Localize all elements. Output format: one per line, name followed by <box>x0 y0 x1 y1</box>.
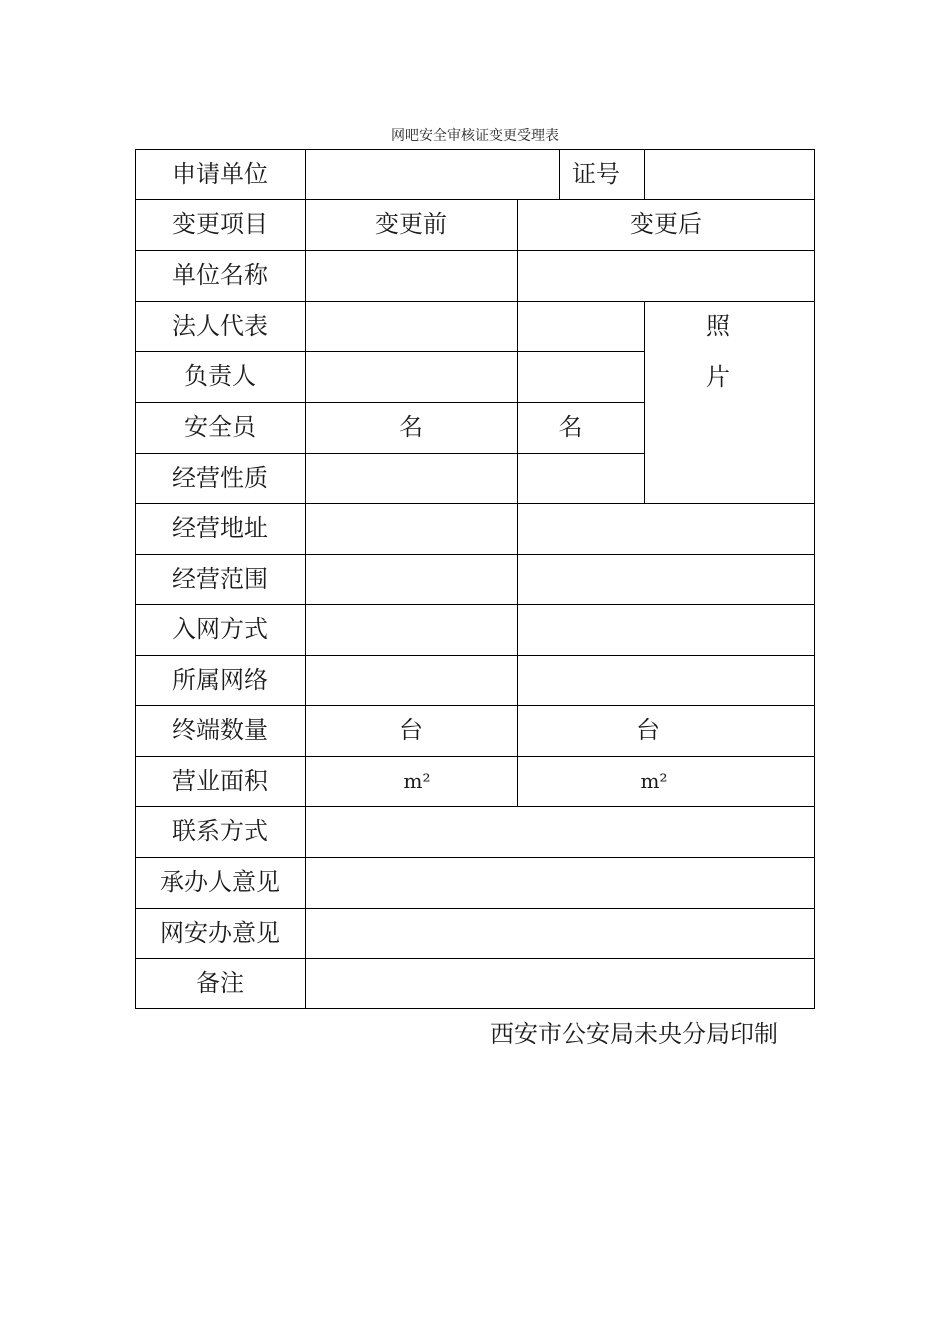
change-item-header: 变更项目 <box>172 210 268 238</box>
remarks-label: 备注 <box>196 969 244 997</box>
after-change-header: 变更后 <box>630 210 702 238</box>
unit-name-label: 单位名称 <box>172 261 268 289</box>
terminal-count-after-unit: 台 <box>636 716 660 744</box>
security-officer-before-unit: 名 <box>399 413 423 441</box>
security-officer-label: 安全员 <box>184 413 256 441</box>
column-divider <box>644 149 645 200</box>
photo-box-label-1: 照 <box>706 312 730 340</box>
business-area-after-unit: m² <box>640 769 668 793</box>
contact-label: 联系方式 <box>172 817 268 845</box>
terminal-count-label: 终端数量 <box>172 716 268 744</box>
netsec-opinion-label: 网安办意见 <box>160 919 280 947</box>
form-title: 网吧安全审核证变更受理表 <box>391 128 559 144</box>
network-affiliation-label: 所属网络 <box>172 666 268 694</box>
business-scope-label: 经营范围 <box>172 565 268 593</box>
issuer-footer: 西安市公安局未央分局印制 <box>490 1020 778 1048</box>
network-access-label: 入网方式 <box>172 615 268 643</box>
before-change-header: 变更前 <box>375 210 447 238</box>
terminal-count-before-unit: 台 <box>399 716 423 744</box>
photo-box-label-2: 片 <box>706 363 730 391</box>
handler-opinion-label: 承办人意见 <box>160 868 280 896</box>
person-in-charge-label: 负责人 <box>184 362 256 390</box>
business-address-label: 经营地址 <box>172 514 268 542</box>
column-divider <box>305 149 306 1009</box>
applicant-label: 申请单位 <box>172 160 268 188</box>
business-area-label: 营业面积 <box>172 767 268 795</box>
legal-rep-label: 法人代表 <box>172 312 268 340</box>
cert-no-label: 证号 <box>572 160 620 188</box>
business-area-before-unit: m² <box>403 769 431 793</box>
security-officer-after-unit: 名 <box>558 413 583 441</box>
business-nature-label: 经营性质 <box>172 464 268 492</box>
